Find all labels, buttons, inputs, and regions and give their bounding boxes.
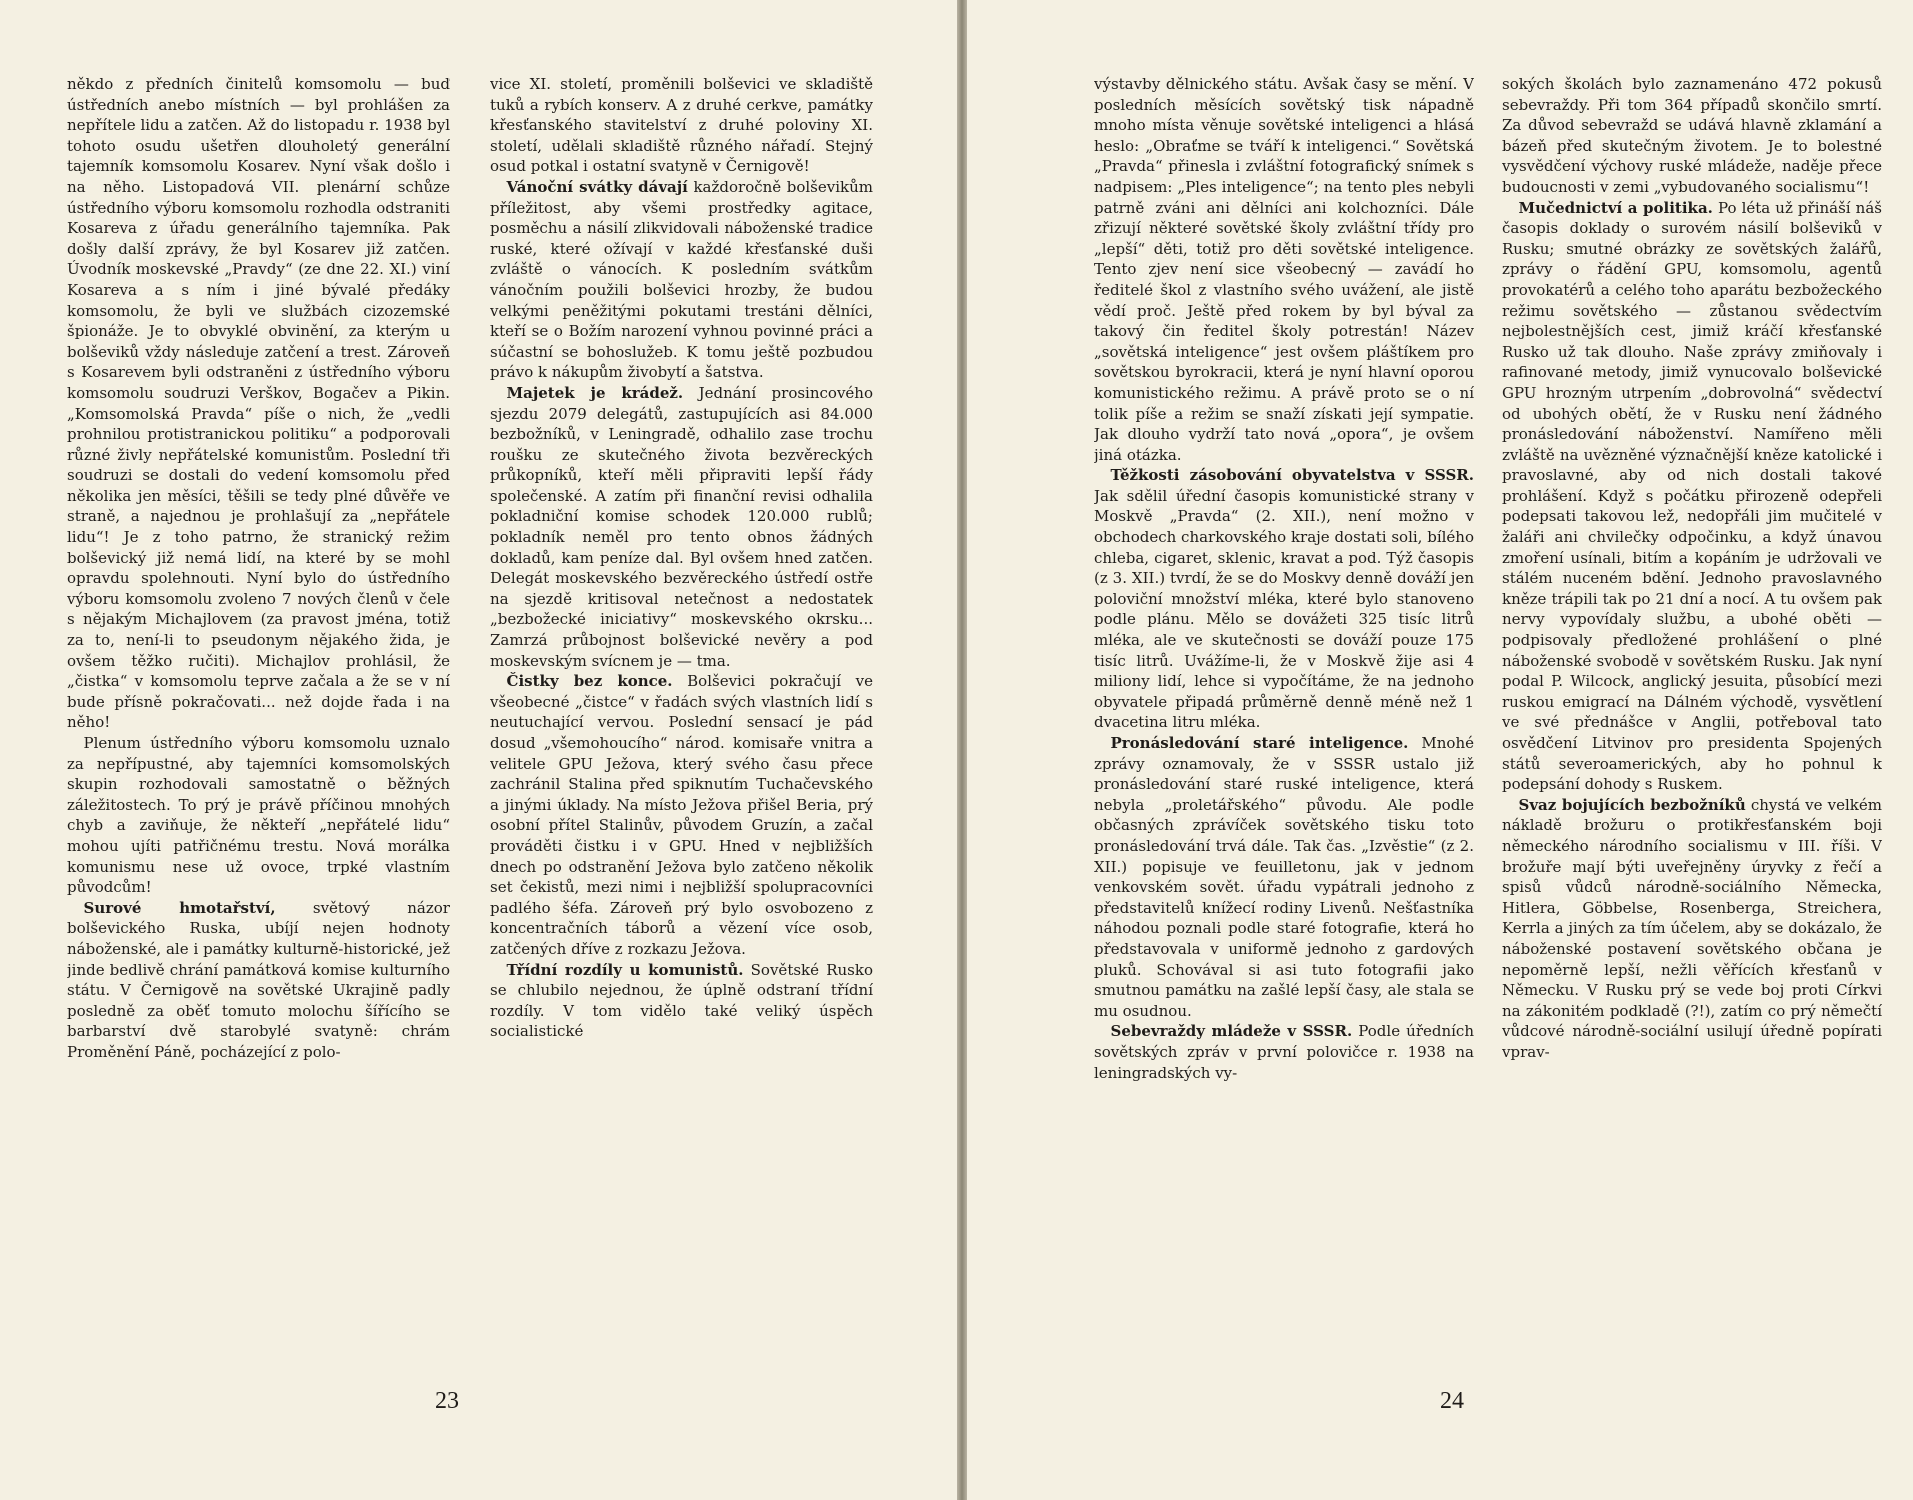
paragraph xyxy=(1502,795,1882,1063)
paragraph xyxy=(490,960,873,1042)
right-column-1 xyxy=(1094,74,1474,1424)
paragraph xyxy=(67,733,450,898)
paragraph-heading: Surové hmotařství, xyxy=(83,898,276,917)
page-number-left: 23 xyxy=(435,1388,459,1414)
page-number-right: 24 xyxy=(1440,1388,1464,1414)
paragraph-text: Jak sdělil úřední časopis komunistické strany v Moskvě „Pravda“ (2. XII.), není možno v obchodech charkovského kraje dostati soli, bílého chleba, cigaret, sklenic, kravat a pod. Týž časopis (z 3. XII.) tvrdí, že se do Moskvy denně dováží jen poloviční množství mléka, které bylo stanoveno podle plánu. Mělo se dovážeti 325 tisíc litrů mléka, ale ve skutečnosti se dováží pouze 175 tisíc litrů. Uvážíme-li, že v Moskvě žije asi 4 miliony lidí, lehce si vypočítáme, že na jednoho obyvatele připadá průměrně denně méně než 1 dvacetina litru mléka. xyxy=(1094,486,1474,732)
paragraph-text: někdo z předních činitelů komsomolu — buď ústředních anebo místních — byl prohlášen za nepřítele lidu a zatčen. Až do listopadu r. 1938 byl tohoto osudu ušetřen dlouholetý generální tajemník komsomolu Kosarev. Nyní však došlo i na něho. Listopadová VII. plenární schůze ústředního výboru komsomolu rozhodla odstraniti Kosareva z úřadu generálního tajemníka. Pak došly další zprávy, že byl Kosarev již zatčen. Úvodník moskevské „Pravdy“ (ze dne 22. XI.) viní Kosareva a s ním i jiné bývalé předáky komsomolu, že byli ve službách cizozemské špionáže. Je to obvyklé obvinění, za kterým u bolševiků vždy následuje zatčení a trest. Zároveň s Kosarevem byli odstraněni z ústředního výboru komsomolu soudruzi Verškov, Bogačev a Pikin. „Komsomolská Pravda“ píše o nich, že „vedli prohnilou protistranickou politiku“ a podporovali různé živly nepřátelské komunistům. Poslední tři soudruzi se dostali do vedení komsomolu před několika jen měsíci, těšili se tedy plné důvěře ve straně, a najednou je prohlašují za „nepřátele lidu“! Je z toho patrno, že stranický režim bolševický již nemá lidí, na které by se mohl opravdu spolehnouti. Nyní bylo do ústředního výboru komsomolu zvoleno 7 nových členů v čele s nějakým Michajlovem (za pravost jména, totiž za to, není-li to pseudonym nějakého žida, je ovšem těžko ručiti). Michajlov prohlásil, že „čistka“ v komsomolu teprve začala a že se v ní bude přísně pokračovati... než dojde řada i na něho! xyxy=(67,75,450,732)
paragraph-heading: Třídní rozdíly u komunistů. xyxy=(506,960,744,979)
left-column-2 xyxy=(490,74,873,1424)
paragraph xyxy=(1502,74,1882,198)
paragraph-heading: Majetek je krádež. xyxy=(506,383,684,402)
paragraph xyxy=(490,383,873,671)
paragraph-text: Po léta už přináší náš časopis doklady o surovém násilí bolševiků v Rusku; smutné obrázky ze sovětských žalářů, zprávy o řádění GPU, komsomolu, agentů provokatérů a celého toho aparátu bezbožeckého režimu sovětského — zůstanou svědectvím nejbolestnějších cest, jimiž kráčí křesťanské Rusko už tak dlouho. Naše zprávy zmiňovaly i rafinované metody, jimiž vynucovalo bolševické GPU hrozným utrpením „dobrovolná“ svědectví od ubohých obětí, že v Rusku není žádného pronásledování náboženství. Namířeno měli zvláště na uvězněné význačnější kněze katolické i pravoslavné, aby od nich dostali takové prohlášení. Když s počátku přirozeně odepřeli podepsati takovou lež, nedopřáli jim mučitelé v žaláři ani chvilečky odpočinku, a když únavou zmoření usínali, bitím a kopáním je udržovali ve stálém nuceném bdění. Jednoho pravoslavného kněze trápili tak po 21 dní a nocí. A tu ovšem pak nervy vypovídaly službu, a ubohé oběti — podpisovaly předložené prohlášení o plné náboženské svobodě v sovětském Rusku. Jak nyní podal P. Wilcock, anglický jesuita, působící mezi ruskou emigrací na Dálném východě, vysvětlení ve své přednášce v Anglii, potřeboval tato osvědčení Litvinov pro presidenta Spojených států severoamerických, aby ho pohnul k podepsání dohody s Ruskem. xyxy=(1502,198,1882,794)
paragraph-text: Bolševici pokračují ve všeobecné „čistce“ v řadách svých vlastních lidí s neutuchající vervou. Poslední sensací je pád dosud „všemohoucího“ národ. komisaře vnitra a velitele GPU Ježova, který svého času přece zachránil Stalina před spiknutím Tuchačevského a jinými úklady. Na místo Ježova přišel Beria, prý osobní přítel Stalinův, původem Gruzín, a začal prováděti čistku i v GPU. Hned v nejbližších dnech po odstranění Ježova bylo zatčeno několik set čekistů, mezi nimi i nejbližší spolupracovníci padlého šéfa. Zároveň prý bylo osvobozeno z koncentračních táborů a vězení více osob, zatčených dříve z rozkazu Ježova. xyxy=(490,672,873,958)
paragraph-text: výstavby dělnického státu. Avšak časy se mění. V posledních měsících sovětský tisk nápadně mnoho místa věnuje sovětské inteligenci a hlásá heslo: „Obraťme se tváří k inteligenci.“ Sovětská „Pravda“ přinesla i zvláštní fotografický snímek s nadpisem: „Ples inteligence“; na tento ples nebyli patrně zváni ani dělníci ani kolchozníci. Dále zřizují některé sovětské školy zvláštní třídy pro „lepší“ děti, totiž pro děti sovětské inteligence. Tento zjev není sice všeobecný — zavádí ho ředitelé škol z vlastního svého uvážení, ale jistě vědí proč. Ještě před rokem by byl býval za takový čin ředitel školy potrestán! Název „sovětská inteligence“ jest ovšem pláštíkem pro sovětskou byrokracii, která je nyní hlavní oporou komunistického režimu. A právě proto se o ní tolik píše a režim se snaží získati její sympatie. Jak dlouho vydrží tato nová „opora“, je ovšem jiná otázka. xyxy=(1094,75,1474,464)
right-column-2 xyxy=(1502,74,1882,1424)
paragraph xyxy=(490,74,873,177)
paragraph xyxy=(1094,465,1474,733)
paragraph-text: chystá ve velkém nákladě brožuru o protikřesťanském boji německého národního socialismu v III. říši. V brožuře mají býti uveřejněny úryvky z řečí a spisů vůdců národně-sociálního Německa, Hitlera, Göbbelse, Rosenberga, Streichera, Kerrla a jiných za tím účelem, aby se dokázalo, že náboženské postavení sovětského občana je nepoměrně lepší, nežli věřících křesťanů v Německu. V Rusku prý se vede boj proti Církvi na zákonitém podkladě (?!), zatím co prý němečtí vůdcové národně-sociální usilují úředně popírati vprav- xyxy=(1502,795,1882,1061)
paragraph-heading: Svaz bojujících bezbožníků xyxy=(1518,795,1746,814)
paragraph xyxy=(1094,1021,1474,1083)
paragraph-text: sokých školách bylo zaznamenáno 472 pokusů sebevraždy. Při tom 364 případů skončilo smrtí. Za důvod sebevražd se udává hlavně zklamání a bázeň před skutečným životem. Je to bolestné vysvědčení výchovy ruské mládeže, naděje přece budoucnosti v zemi „vybudovaného socialismu“! xyxy=(1502,75,1882,196)
paragraph-text: Plenum ústředního výboru komsomolu uznalo za nepřípustné, aby tajemníci komsomolských skupin rozhodovali samostatně o běžných záležitostech. To prý je právě příčinou mnohých chyb a zaviňuje, že někteří „nepřátelé lidu“ mohou ujíti patřičnému trestu. Nová morálka komunismu nese už ovoce, trpké vlastním původcům! xyxy=(67,734,450,897)
paragraph xyxy=(490,177,873,383)
paragraph xyxy=(1502,198,1882,795)
paragraph-text: Mnohé zprávy oznamovaly, že v SSSR ustalo již pronásledování staré ruské inteligence, která nebyla „proletářského“ původu. Ale podle občasných zprávíček sovětského tisku toto pronásledování trvá dále. Tak čas. „Izvěstie“ (z 2. XII.) popisuje ve feuilletonu, jak v jednom venkovském sovět. úřadu vypátrali jednoho z představitelů knížecí rodiny Livenů. Nešťastníka náhodou poznali podle staré fotografie, která ho představovala v uniformě jednoho z gardových pluků. Schovával si asi tuto fotografii jako smutnou památku na zašlé lepší časy, ale stala se mu osudnou. xyxy=(1094,734,1474,1020)
paragraph-text: vice XI. století, proměnili bolševici ve skladiště tuků a rybích konserv. A z druhé cerkve, památky křesťanského stavitelství z druhé poloviny XI. století, udělali skladiště různého nářadí. Stejný osud potkal i ostatní svatyně v Černigově! xyxy=(490,75,873,176)
left-column-1 xyxy=(67,74,450,1424)
paragraph xyxy=(1094,733,1474,1021)
paragraph-heading: Vánoční svátky dávají xyxy=(506,177,688,196)
paragraph-text: každoročně bolševikům příležitost, aby všemi prostředky agitace, posměchu a násilí zlikvidovali náboženské tradice ruské, které ožívají v každé křesťanské duši zvláště o vánocích. K posledním svátkům vánočním použili bolševici hrozby, že budou velkými peněžitými pokutami trestáni dělníci, kteří se o Božím narození vyhnou povinné práci a súčastní se bohoslužeb. K tomu ještě pozbudou právo k nákupům živobytí a šatstva. xyxy=(490,177,873,382)
paragraph-heading: Čistky bez konce. xyxy=(506,672,673,691)
paragraph-text: Jednání prosincového sjezdu 2079 delegátů, zastupujících asi 84.000 bezbožníků, v Leningradě, odhalilo zase trochu roušku ze skutečného života bezvěreckých průkopníků, kteří měli připraviti lepší řády společenské. A zatím při finanční revisi odhalila pokladniční komise schodek 120.000 rublů; pokladník neměl pro tento obnos žádných dokladů, kam peníze dal. Byl ovšem hned zatčen. Delegát moskevského bezvěreckého ústředí ostře na sjezdě kritisoval netečnost a nedostatek „bezbožecké iniciativy“ moskevského okrsku... Zamrzá průbojnost bolševické nevěry a pod moskevským svícnem je — tma. xyxy=(490,383,873,670)
paragraph-text: světový názor bolševického Ruska, ubíjí nejen hodnoty náboženské, ale i památky kulturně-historické, jež jinde bedlivě chrání památková komise kulturního státu. V Černigově na sovětské Ukrajině padly posledně za oběť tomuto molochu šířícího se barbarství dvě starobylé svatyně: chrám Proměnění Páně, pocházející z polo- xyxy=(67,898,450,1061)
right-page xyxy=(967,0,1913,1500)
paragraph xyxy=(67,74,450,733)
paragraph-text: Sovětské Rusko se chlubilo nejednou, že úplně odstraní třídní rozdíly. V tom vidělo také veliký úspěch socialistické xyxy=(490,960,873,1041)
paragraph-heading: Sebevraždy mládeže v SSSR. xyxy=(1110,1022,1353,1041)
paragraph xyxy=(1094,74,1474,465)
paragraph xyxy=(490,671,873,959)
paragraph xyxy=(67,898,450,1063)
paragraph-heading: Pronásledování staré inteligence. xyxy=(1110,734,1409,752)
paragraph-heading: Těžkosti zásobování obyvatelstva v SSSR. xyxy=(1110,466,1474,485)
paragraph-text: Podle úředních sovětských zpráv v první polovičce r. 1938 na leningradských vy- xyxy=(1094,1022,1474,1082)
book-gutter xyxy=(957,0,967,1500)
paragraph-heading: Mučednictví a politika. xyxy=(1518,198,1713,217)
